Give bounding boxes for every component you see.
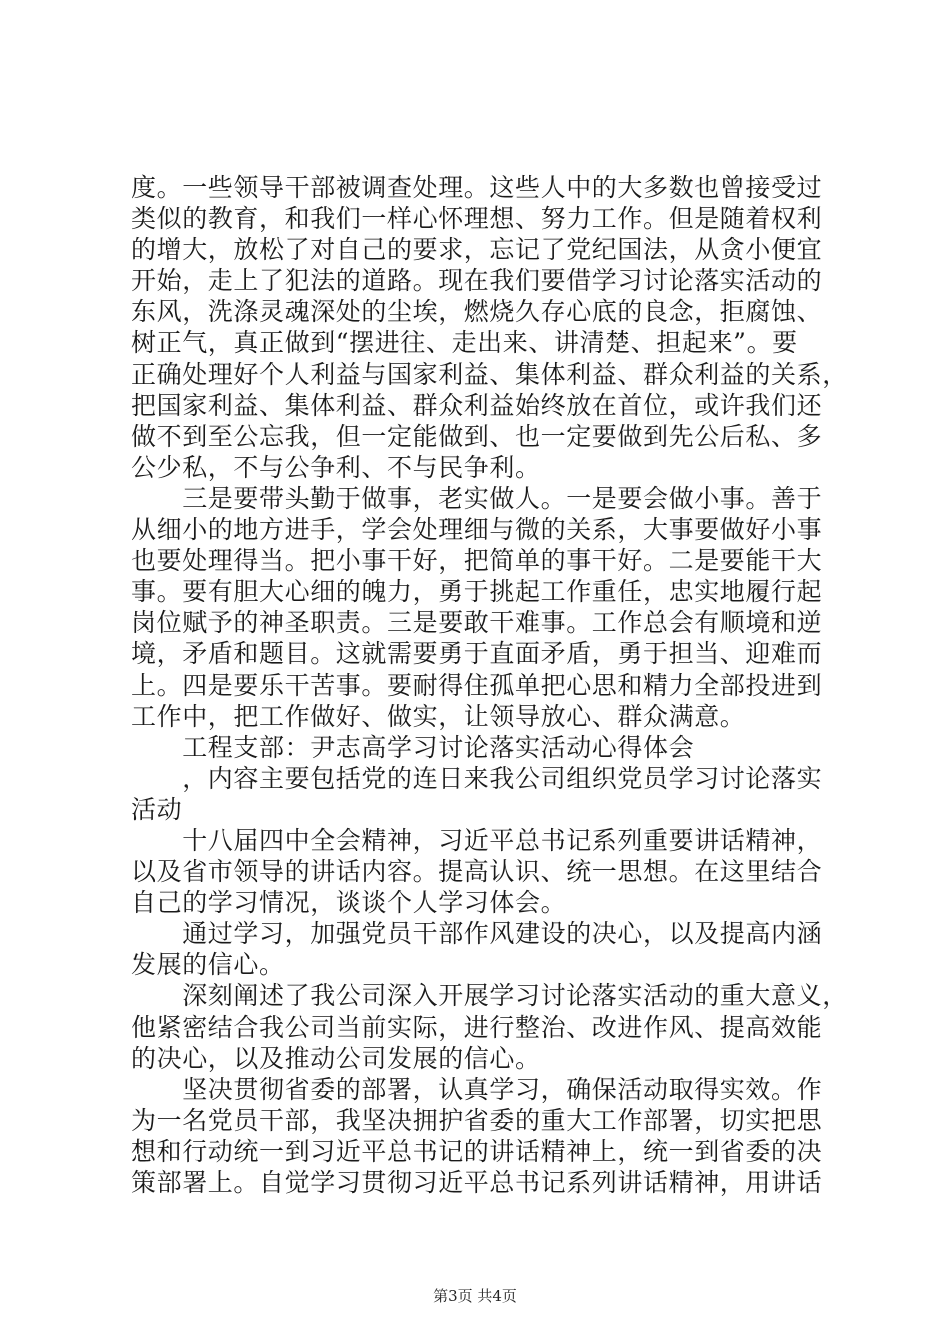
- text-line: 发展的信心。: [131, 950, 285, 980]
- text-line: 自己的学习情况，谈谈个人学习体会。: [131, 888, 567, 918]
- text-line: 度。一些领导干部被调查处理。这些人中的大多数也曾接受过: [131, 173, 823, 202]
- text-line: 他紧密结合我公司当前实际，进行整治、改进作风、提高效能: [131, 1012, 823, 1042]
- section-heading: 工程支部：尹志高学习讨论落实活动心得体会: [131, 732, 695, 762]
- text-line: 正确处理好个人利益与国家利益、集体利益、群众利益的关系，: [131, 359, 848, 389]
- text-line: 以及省市领导的讲话内容。提高认识、统一思想。在这里结合: [131, 857, 823, 887]
- text-line: 工作中，把工作做好、做实，让领导放心、群众满意。: [131, 701, 746, 731]
- text-line: 的决心，以及推动公司发展的信心。: [131, 1043, 541, 1073]
- text-line: ，内容主要包括党的连日来我公司组织党员学习讨论落实: [131, 763, 823, 793]
- text-line: 活动: [131, 794, 183, 824]
- text-line: 上。四是要乐干苦事。要耐得住孤单把心思和精力全部投进到: [131, 670, 823, 700]
- body-text: [131, 172, 848, 1198]
- text-line: 岗位赋予的神圣职责。三是要敢干难事。工作总会有顺境和逆: [131, 608, 823, 638]
- text-line: 树正气，真正做到“摆进往、走出来、讲清楚、担起来”。要: [131, 328, 798, 358]
- text-line: 东风，洗涤灵魂深处的尘埃，燃烧久存心底的良念，拒腐蚀、: [131, 297, 823, 327]
- text-line: 事。要有胆大心细的魄力，勇于挑起工作重任，忠实地履行起: [131, 577, 823, 607]
- text-line: 坚决贯彻省委的部署，认真学习，确保活动取得实效。作: [131, 1074, 823, 1104]
- text-line: 开始，走上了犯法的道路。现在我们要借学习讨论落实活动的: [131, 266, 823, 296]
- text-line: 十八届四中全会精神，习近平总书记系列重要讲话精神，: [131, 825, 823, 855]
- text-line: 的增大，放松了对自己的要求，忘记了党纪国法，从贪小便宜: [131, 235, 823, 265]
- text-line: 也要处理得当。把小事干好，把简单的事干好。二是要能干大: [131, 546, 823, 576]
- text-line: 为一名党员干部，我坚决拥护省委的重大工作部署，切实把思: [131, 1105, 823, 1135]
- text-line: 深刻阐述了我公司深入开展学习讨论落实活动的重大意义，: [131, 981, 848, 1011]
- text-line: 通过学习，加强党员干部作风建设的决心，以及提高内涵: [131, 919, 823, 949]
- text-line: 做不到至公忘我，但一定能做到、也一定要做到先公后私、多: [131, 421, 823, 451]
- text-line: 三是要带头勤于做事，老实做人。一是要会做小事。善于: [131, 483, 823, 513]
- text-line: 从细小的地方进手，学会处理细与微的关系，大事要做好小事: [131, 515, 823, 545]
- page-footer: [0, 1286, 950, 1306]
- text-line: 境，矛盾和题目。这就需要勇于直面矛盾，勇于担当、迎难而: [131, 639, 823, 669]
- text-line: 策部署上。自觉学习贯彻习近平总书记系列讲话精神，用讲话: [131, 1168, 823, 1197]
- text-line: 想和行动统一到习近平总书记的讲话精神上，统一到省委的决: [131, 1136, 823, 1166]
- text-line: 把国家利益、集体利益、群众利益始终放在首位，或许我们还: [131, 390, 823, 420]
- text-line: 类似的教育，和我们一样心怀理想、努力工作。但是随着权利: [131, 204, 823, 234]
- page-number: 第3页 共4页: [433, 1287, 517, 1305]
- text-line: 公少私，不与公争利、不与民争利。: [131, 452, 541, 482]
